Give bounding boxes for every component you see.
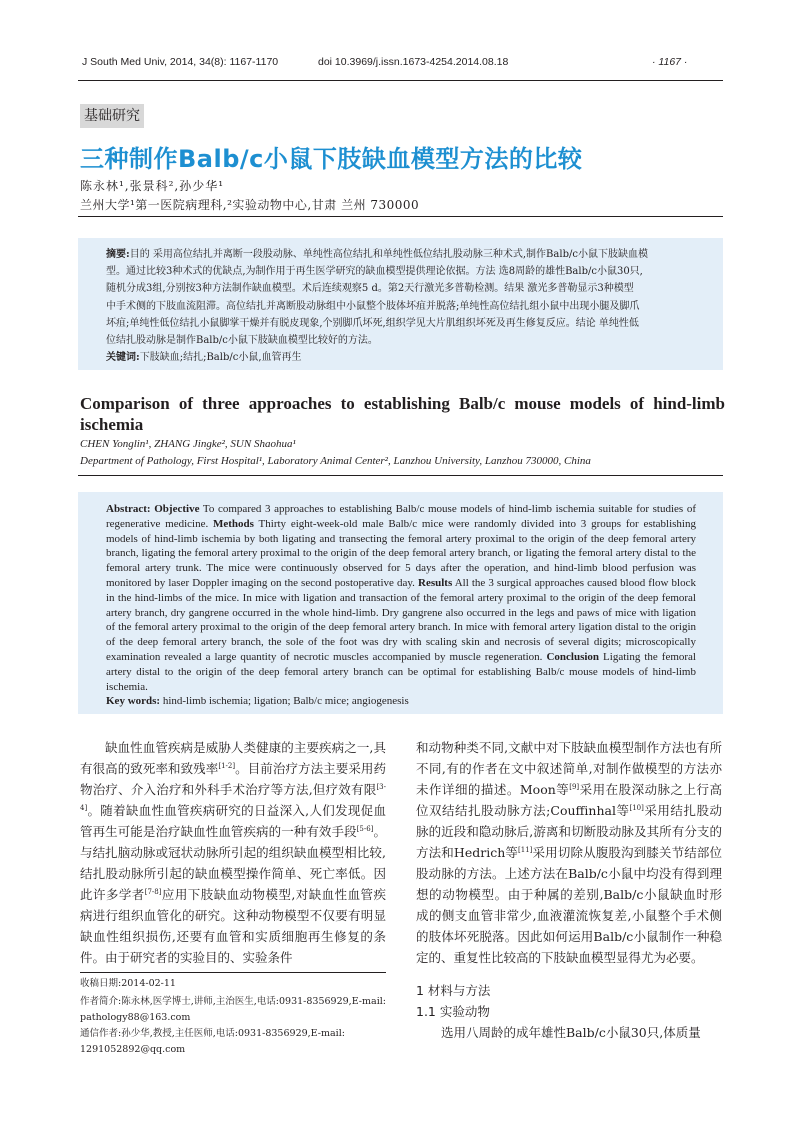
footnote-author: 作者简介:陈永林,医学博士,讲师,主治医生,电话:0931-8356929,E-mail: pathology88@163.com [80,996,386,1023]
cn-keywords-label: 关键词: [106,352,140,364]
title-rule [78,216,723,217]
en-keywords-label: Key words: [106,695,161,708]
cn-abstract-line: 型。通过比较3种术式的优缺点,为制作用于再生医学研究的缺血模型提供理论依据。方法 选8周龄的雄性Balb/c小鼠30只, [106,266,643,278]
intro-text: 应用下肢缺血动物模型,对缺血性血管疾病进行组织血管化的研究。这种动物模型不仅要有明显缺血性组织损伤,还要有血管和实质细胞再生修复的条件。由于研究者的实验目的、实验条件 [80,887,386,965]
footnote-corresponding: 通信作者:孙少华,教授,主任医师,电话:0931-8356929,E-mail: 1291052892@qq.com [80,1028,345,1055]
doi: doi 10.3969/j.issn.1673-4254.2014.08.18 [318,56,509,68]
intro-text: 。目前治疗方法主要采用药物治疗、介入治疗和外科手术治疗等方法,但疗效有限 [80,761,386,797]
intro-text: 。随着缺血性血管疾病研究的日益深入,人们发现促血管再生可能是治疗缺血性血管疾病的一种有效手段 [80,803,386,839]
intro-text: 。与结扎脑动脉或冠状动脉所引起的组织缺血模型相比较,结扎股动脉所引起的缺血模型操作简单、死亡率低。因此许多学者 [80,824,386,902]
body-left-column [80,737,386,968]
subsection-heading: 1.1 实验动物 [416,1004,490,1019]
en-title-rule [78,475,723,476]
body-paragraph: 选用八周龄的成年雄性Balb/c小鼠30只,体质量 [441,1025,701,1040]
cn-abstract [106,246,696,366]
conclusion-text: Ligating the femoral artery distal to the origin of the deep femoral artery branch can be optimal for establishing Balb/c mouse models of hind-limb ischemia. [106,650,696,693]
cn-authors: 陈永林¹,张景科²,孙少华¹ [80,179,225,193]
footnote-received: 收稿日期:2014-02-11 [80,978,176,989]
citation: [7-8] [144,887,162,896]
citation: [5-6] [356,824,374,833]
en-title: Comparison of three approaches to establishing Balb/c mouse models of hind-limb ischemia [80,394,725,434]
cn-abstract-label: 摘要: [106,249,130,260]
body-text: 采用切除从腹股沟到膝关节结部位股动脉的方法。上述方法在Balb/c小鼠中均没有得到理想的动物模型。由于种属的差别,Balb/c小鼠缺血时形成的侧支血管非常少,血液灌流恢复差,小鼠整个手术侧的肢体坏死脱落。因此如何运用Balb/c小鼠制作一种稳定的、重复性比较高的下肢缺血模型显得尤为必要。 [416,845,722,965]
objective-label: Objective [154,503,200,515]
body-text: 和动物种类不同,文献中对下肢缺血模型制作方法也有所不同,有的作者在文中叙述简单,对制作做模型的方法亦未作详细的描述。Moon等 [416,740,722,797]
conclusion-label: Conclusion [546,650,600,663]
cn-abstract-line: 随机分成3组,分别按3种方法制作缺血模型。术后连续观察5 d。第2天行激光多普勒检测。结果 激光多普勒显示3种模型 [106,283,634,295]
methods-label: Methods [213,517,254,530]
en-abstract-label: Abstract: [106,503,151,515]
header-rule [78,80,723,81]
cn-abstract-line: 位结扎股动脉是制作Balb/c小鼠下肢缺血模型比较好的方法。 [106,335,378,347]
en-affiliation: Department of Pathology, First Hospital¹, Laboratory Animal Center², Lanzhou University, Lanzhou 730000, China [80,455,591,467]
body-right-column [416,737,722,1043]
page-number: · 1167 · [652,56,688,68]
section-heading: 1 材料与方法 [416,983,491,998]
citation: [1-2] [218,761,236,770]
intro-paragraph [80,737,386,968]
en-abstract-box [78,492,723,714]
objective-text: To compared 3 approaches to establishing Balb/c mouse models of hind-limb ischemia suitable for studies of regenerative medicine. [106,503,697,530]
cn-abstract-line: 坏疽;单纯性低位结扎小鼠脚掌干燥并有脱皮现象,个别脚爪坏死,组织学见大片肌组织坏死及再生修复反应。结论 单纯性低 [106,317,639,329]
cn-abstract-line: 中手术侧的下肢血流阻滞。高位结扎并离断股动脉组中小鼠整个肢体坏疽并脱落;单纯性高位结扎组小鼠中出现小腿及脚爪 [106,300,640,312]
citation: [9] [569,782,580,791]
cn-affiliation: 兰州大学¹第一医院病理科,²实验动物中心,甘肃 兰州 730000 [80,198,420,212]
section-tag: 基础研究 [80,104,144,128]
body-text: 采用在股深动脉之上行高位双结结扎股动脉方法;Couffinhal等 [416,782,722,818]
en-keywords: hind-limb ischemia; ligation; Balb/c mice; angiogenesis [162,695,409,708]
cn-title: 三种制作Balb/c小鼠下肢缺血模型方法的比较 [80,145,583,173]
journal-citation: J South Med Univ, 2014, 34(8): 1167-1170 [82,56,279,68]
citation: [10] [629,803,644,812]
body-text: 采用结扎股动脉的近段和隐动脉后,游离和切断股动脉及其所有分支的方法和Hedrich等 [416,803,722,860]
cn-keywords: 下肢缺血;结扎;Balb/c小鼠,血管再生 [139,352,302,364]
en-authors: CHEN Yonglin¹, ZHANG Jingke², SUN Shaohua¹ [80,438,296,450]
intro-text: 缺血性血管疾病是威胁人类健康的主要疾病之一,具有很高的致死率和致残率 [80,740,386,776]
body-paragraph [416,737,722,968]
methods-text: Thirty eight-week-old male Balb/c mice were randomly divided into 3 groups for establishing models of hind-limb ischemia by both ligating and transecting the femoral artery proximal to the origin of the deep femoral artery branch, ligating the femoral artery proximal to the origin of the deep femoral artery branch, or ligating the femoral artery distal to the femoral artery trunk. The mice were continuously observed for 5 days after the operation, and hind-limb blood perfusion was monitored by laser Doppler imaging on the second postoperative day. [106,517,696,589]
cn-abstract-line: 目的 采用高位结扎并离断一段股动脉、单纯性高位结扎和单纯性低位结扎股动脉三种术式,制作Balb/c小鼠下肢缺血模 [129,249,648,260]
citation: [3-4] [80,782,386,812]
footnote-rule [80,972,386,973]
citation: [11] [518,845,533,854]
results-text: All the 3 surgical approaches caused blood flow block in the hind-limbs of the mice. In mice with ligation and transaction of the femoral artery proximal to the origin of the deep femoral artery branch, dry gangrene occurred in the whole hind-limb. Dry gangrene also occurred in the legs and paws of mice with ligation of the femoral artery proximal to the origin of the deep femoral artery branch. In mice with femoral artery ligation distal to the origin of the deep femoral artery branch, the sole of the foot was dry with scaling skin and necrosis of several digits; microscopically examination revealed a large quantity of necrotic muscles accompanied by muscle regeneration. [106,576,696,663]
en-abstract [106,502,696,709]
cn-abstract-box [78,238,723,370]
results-label: Results [418,576,453,589]
